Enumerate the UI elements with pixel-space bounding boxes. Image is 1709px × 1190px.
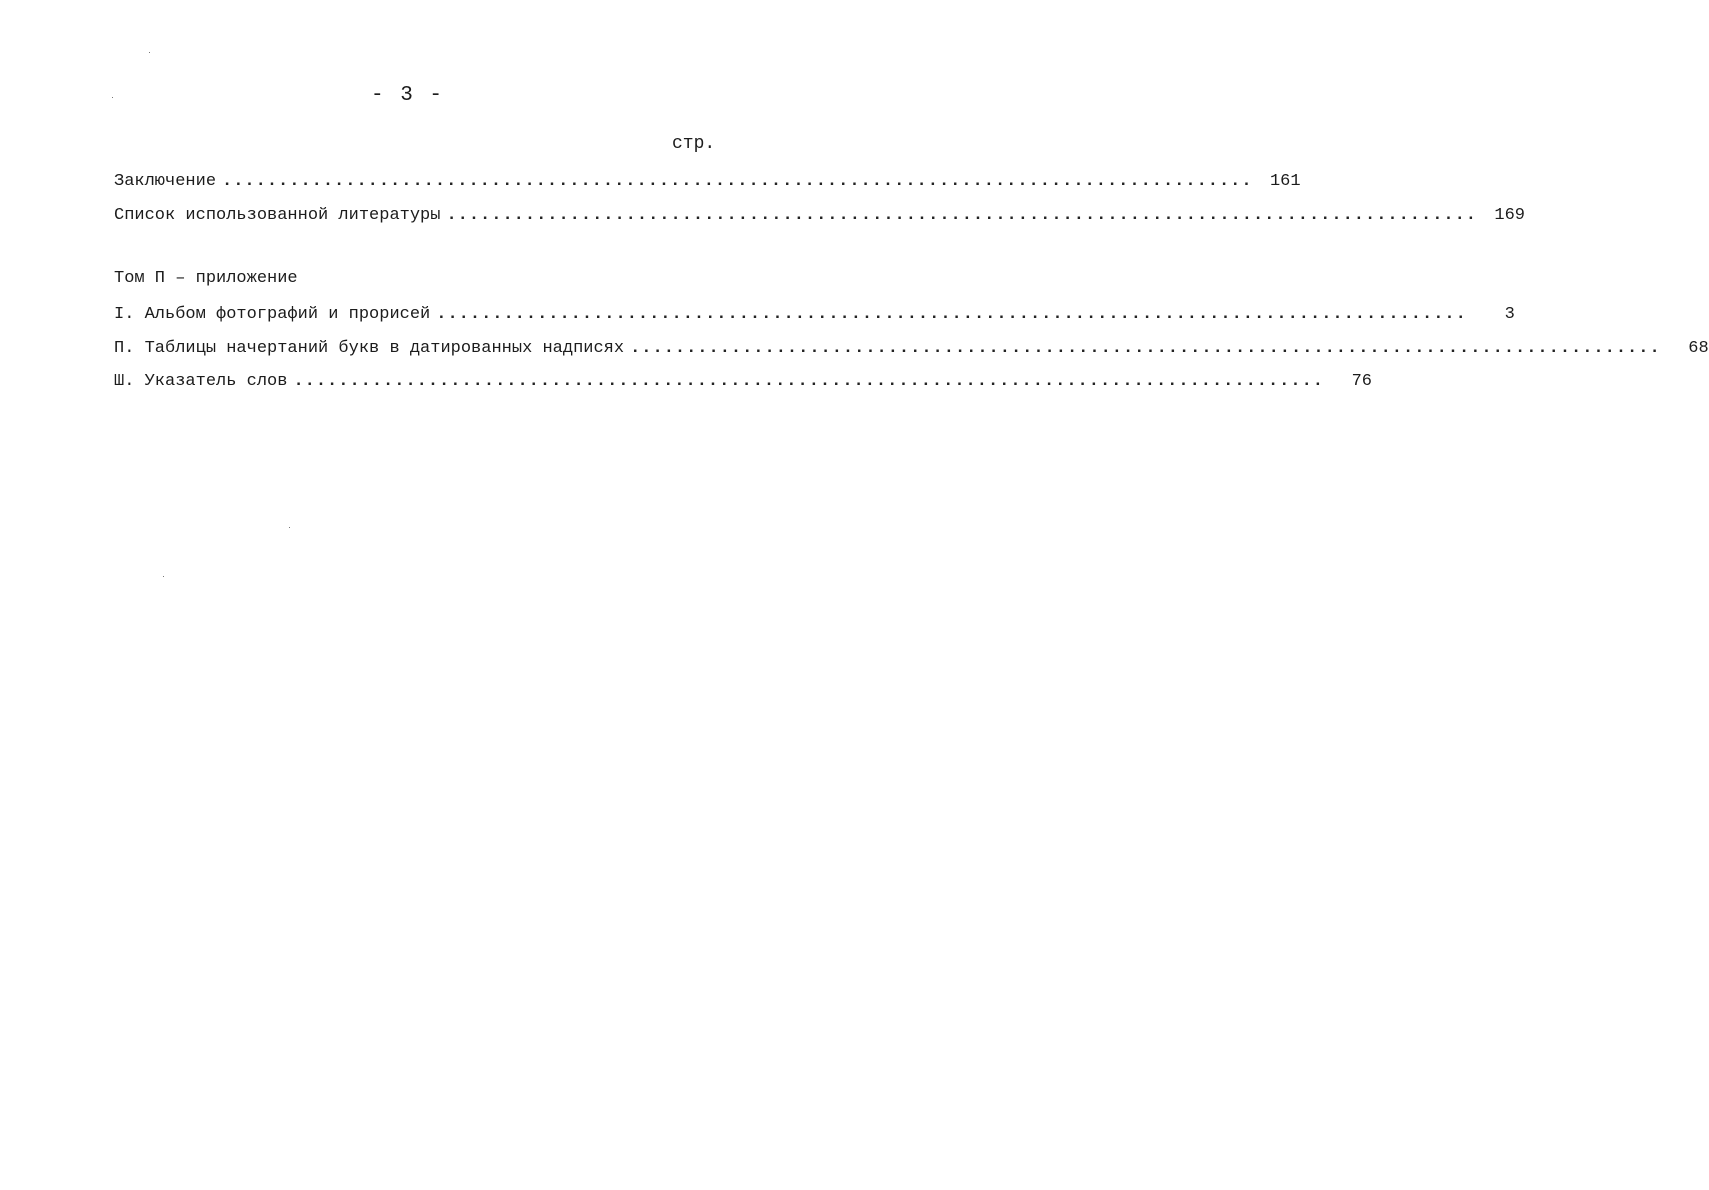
dot-leader: ............................................................................................	[293, 372, 1324, 391]
toc-entry-page: 68	[1688, 339, 1709, 358]
dot-leader: ............................................................................................	[436, 305, 1467, 324]
toc-entry-word-index	[114, 370, 1372, 394]
toc-entry-label: П. Таблицы начертаний букв в датированных надписях	[114, 339, 625, 358]
toc-entry-page: 169	[1494, 206, 1526, 225]
toc-entry-bibliography	[114, 204, 1526, 228]
scan-speck	[149, 52, 150, 53]
scan-speck	[163, 576, 164, 577]
toc-entry-conclusion	[114, 170, 1301, 194]
page-number: - 3 -	[370, 84, 444, 107]
toc-entry-page: 161	[1269, 172, 1301, 191]
toc-entry-label: Список использованной литературы	[114, 206, 441, 225]
toc-entry-page: 3	[1504, 305, 1515, 324]
toc-entry-album	[114, 303, 1515, 327]
toc-entry-label: Заключение	[114, 172, 217, 191]
toc-entry-label: Ш. Указатель слов	[114, 372, 288, 391]
toc-entry-page: 76	[1351, 372, 1372, 391]
dot-leader: ............................................................................................	[630, 339, 1661, 358]
dot-leader: ............................................................................................	[446, 206, 1478, 225]
toc-entry-tables	[114, 337, 1709, 361]
toc-entry-label: I. Альбом фотографий и прорисей	[114, 305, 431, 324]
scan-speck	[289, 527, 290, 528]
dot-leader: ............................................................................................	[222, 172, 1253, 191]
page-column-header: стр.	[672, 134, 716, 154]
volume-two-heading: Том П – приложение	[114, 269, 298, 288]
